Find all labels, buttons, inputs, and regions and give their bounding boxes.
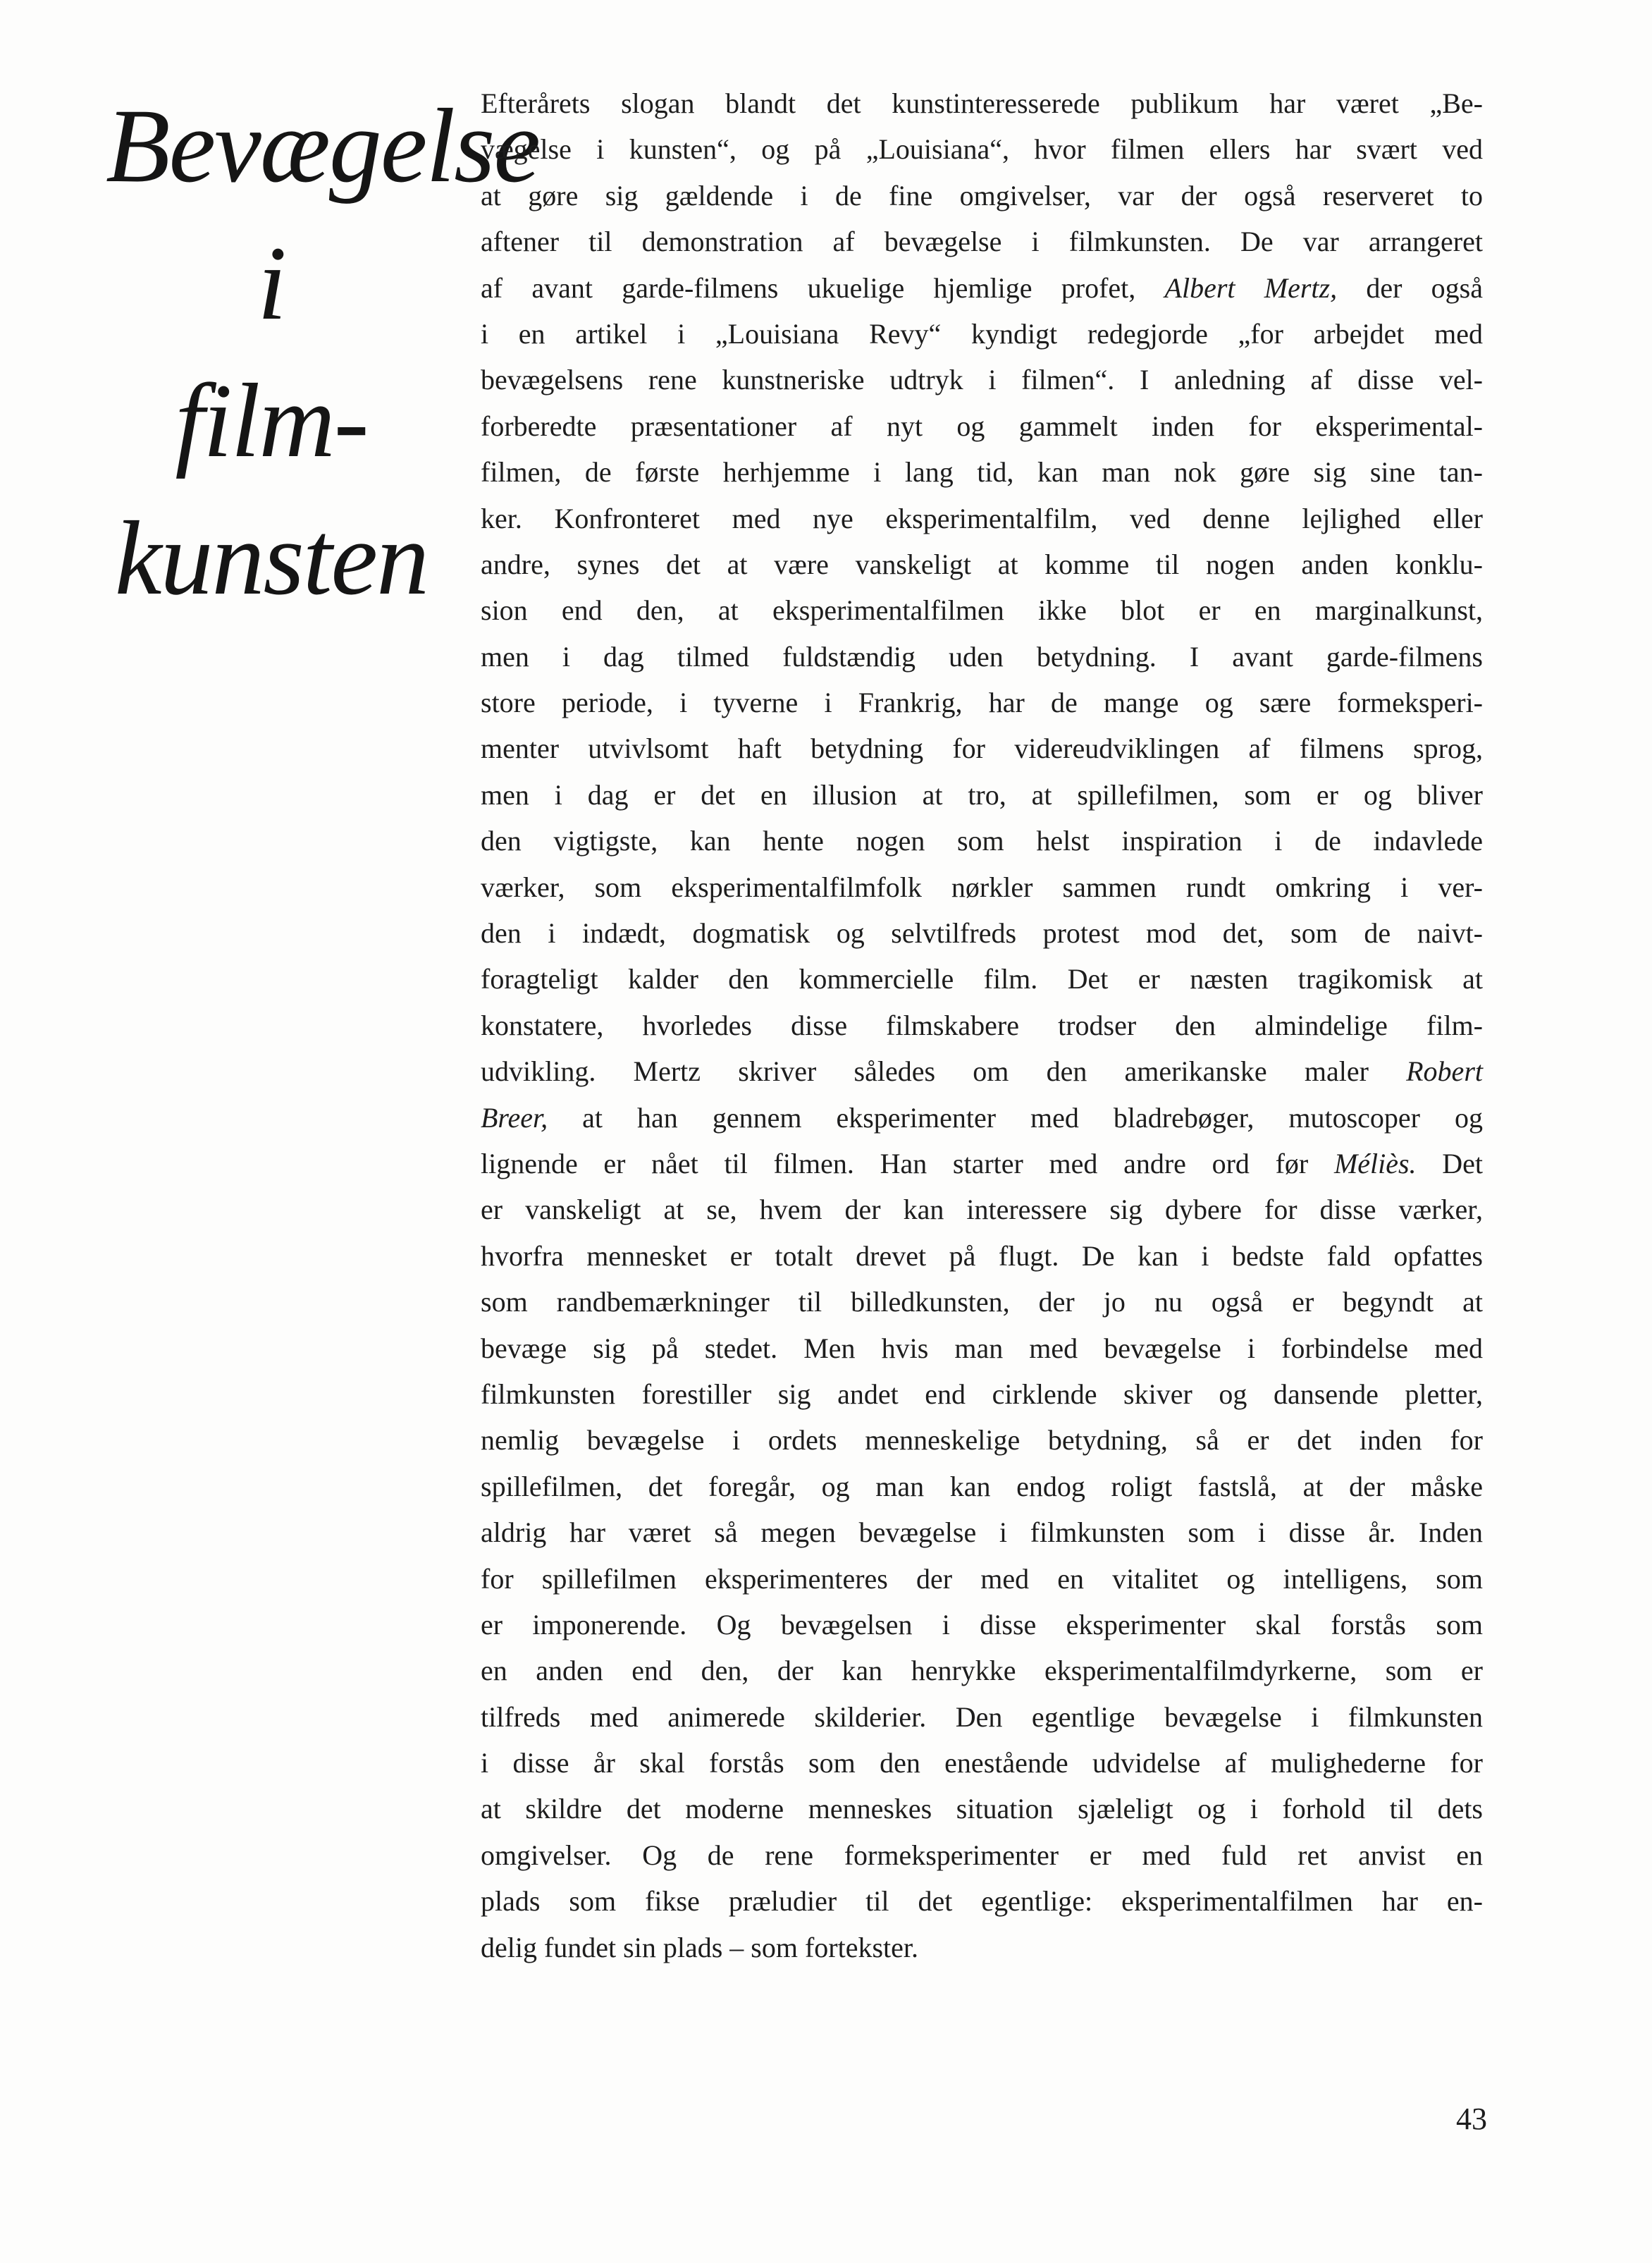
article-body [481,80,1483,1970]
body-line: store periode, i tyverne i Frankrig, har de mange og sære formeksperi- [481,687,1483,719]
body-line: er vanskeligt at se, hvem der kan interessere sig dybere for disse værker, [481,1194,1483,1226]
body-line: ker. Konfronteret med nye eksperimentalfilm, ved denne lejlighed eller [481,502,1483,534]
body-line: en anden end den, der kan henrykke eksperimentalfilmdyrkerne, som er [481,1655,1483,1687]
body-line: udvikling. Mertz skriver således om den amerikanske maler Robert [481,1055,1483,1088]
body-line: hvorfra mennesket er totalt drevet på flugt. De kan i bedste fald opfattes [481,1239,1483,1272]
body-line: andre, synes det at være vanskeligt at komme til nogen anden konklu- [481,548,1483,580]
body-line: den vigtigste, kan hente nogen som helst inspiration i de indavlede [481,825,1483,857]
body-line: aftener til demonstration af bevægelse i filmkunsten. De var arrangeret [481,226,1483,258]
body-line: nemlig bevægelse i ordets menneskelige betydning, så er det inden for [481,1424,1483,1456]
body-line: for spillefilmen eksperimenteres der med en vitalitet og intelligens, som [481,1562,1483,1595]
body-line: sion end den, at eksperimentalfilmen ikke blot er en marginalkunst, [481,594,1483,627]
body-line: af avant garde-filmens ukuelige hjemlige profet, Albert Mertz, der også [481,271,1483,304]
body-line: omgivelser. Og de rene formeksperimenter er med fuld ret anvist en [481,1839,1483,1871]
body-line: vægelse i kunsten“, og på „Louisiana“, hvor filmen ellers har svært ved [481,133,1483,166]
body-line: værker, som eksperimentalfilmfolk nørkler sammen rundt omkring i ver- [481,871,1483,903]
body-line: at gøre sig gældende i de fine omgivelser, var der også reserveret to [481,179,1483,211]
body-line: Efterårets slogan blandt det kunstinteresserede publikum har været „Be- [481,87,1483,119]
title-line: i [257,225,285,342]
body-line: tilfreds med animerede skilderier. Den egentlige bevægelse i filmkunsten [481,1700,1483,1733]
body-line: at skildre det moderne menneskes situation sjæleligt og i forhold til dets [481,1793,1483,1825]
body-line: lignende er nået til filmen. Han starter med andre ord før Méliès. Det [481,1147,1483,1179]
body-line: menter utvivlsomt haft betydning for videreudviklingen af filmens sprog, [481,732,1483,765]
body-line: plads som fikse præludier til det egentlige: eksperimentalfilmen har en- [481,1885,1483,1918]
body-line: spillefilmen, det foregår, og man kan endog roligt fastslå, at der måske [481,1470,1483,1502]
body-line: filmkunsten forestiller sig andet end cirklende skiver og dansende pletter, [481,1378,1483,1410]
body-line: konstatere, hvorledes disse filmskabere trodser den almindelige film- [481,1009,1483,1041]
body-line: i disse år skal forstås som den enestående udvidelse af mulighederne for [481,1747,1483,1779]
body-line: delig fundet sin plads – som fortekster. [481,1931,919,1963]
title-line: Bevægelse [106,87,540,204]
body-line: bevægelsens rene kunstneriske udtryk i filmen“. I anledning af disse vel- [481,364,1483,396]
body-line: foragteligt kalder den kommercielle film. Det er næsten tragikomisk at [481,963,1483,995]
body-line: men i dag er det en illusion at tro, at spillefilmen, som er og bliver [481,778,1483,811]
title-line: kunsten [114,500,429,617]
body-line: forberedte præsentationer af nyt og gammelt inden for eksperimental- [481,410,1483,442]
body-line: Breer, at han gennem eksperimenter med bladrebøger, mutoscoper og [481,1101,1483,1134]
article-title [106,78,540,627]
title-line: film- [175,362,368,479]
body-line: som randbemærkninger til billedkunsten, der jo nu også er begyndt at [481,1286,1483,1318]
body-line: er imponerende. Og bevægelsen i disse eksperimenter skal forstås som [481,1608,1483,1640]
body-line: bevæge sig på stedet. Men hvis man med bevægelse i forbindelse med [481,1332,1483,1364]
body-line: men i dag tilmed fuldstændig uden betydning. I avant garde-filmens [481,640,1483,673]
body-line: i en artikel i „Louisiana Revy“ kyndigt redegjorde „for arbejdet med [481,317,1483,350]
body-line: filmen, de første herhjemme i lang tid, kan man nok gøre sig sine tan- [481,456,1483,489]
body-line: den i indædt, dogmatisk og selvtilfreds protest mod det, som de naivt- [481,917,1483,950]
body-line: aldrig har været så megen bevægelse i filmkunsten som i disse år. Inden [481,1516,1483,1549]
page-number: 43 [1456,2102,1487,2136]
